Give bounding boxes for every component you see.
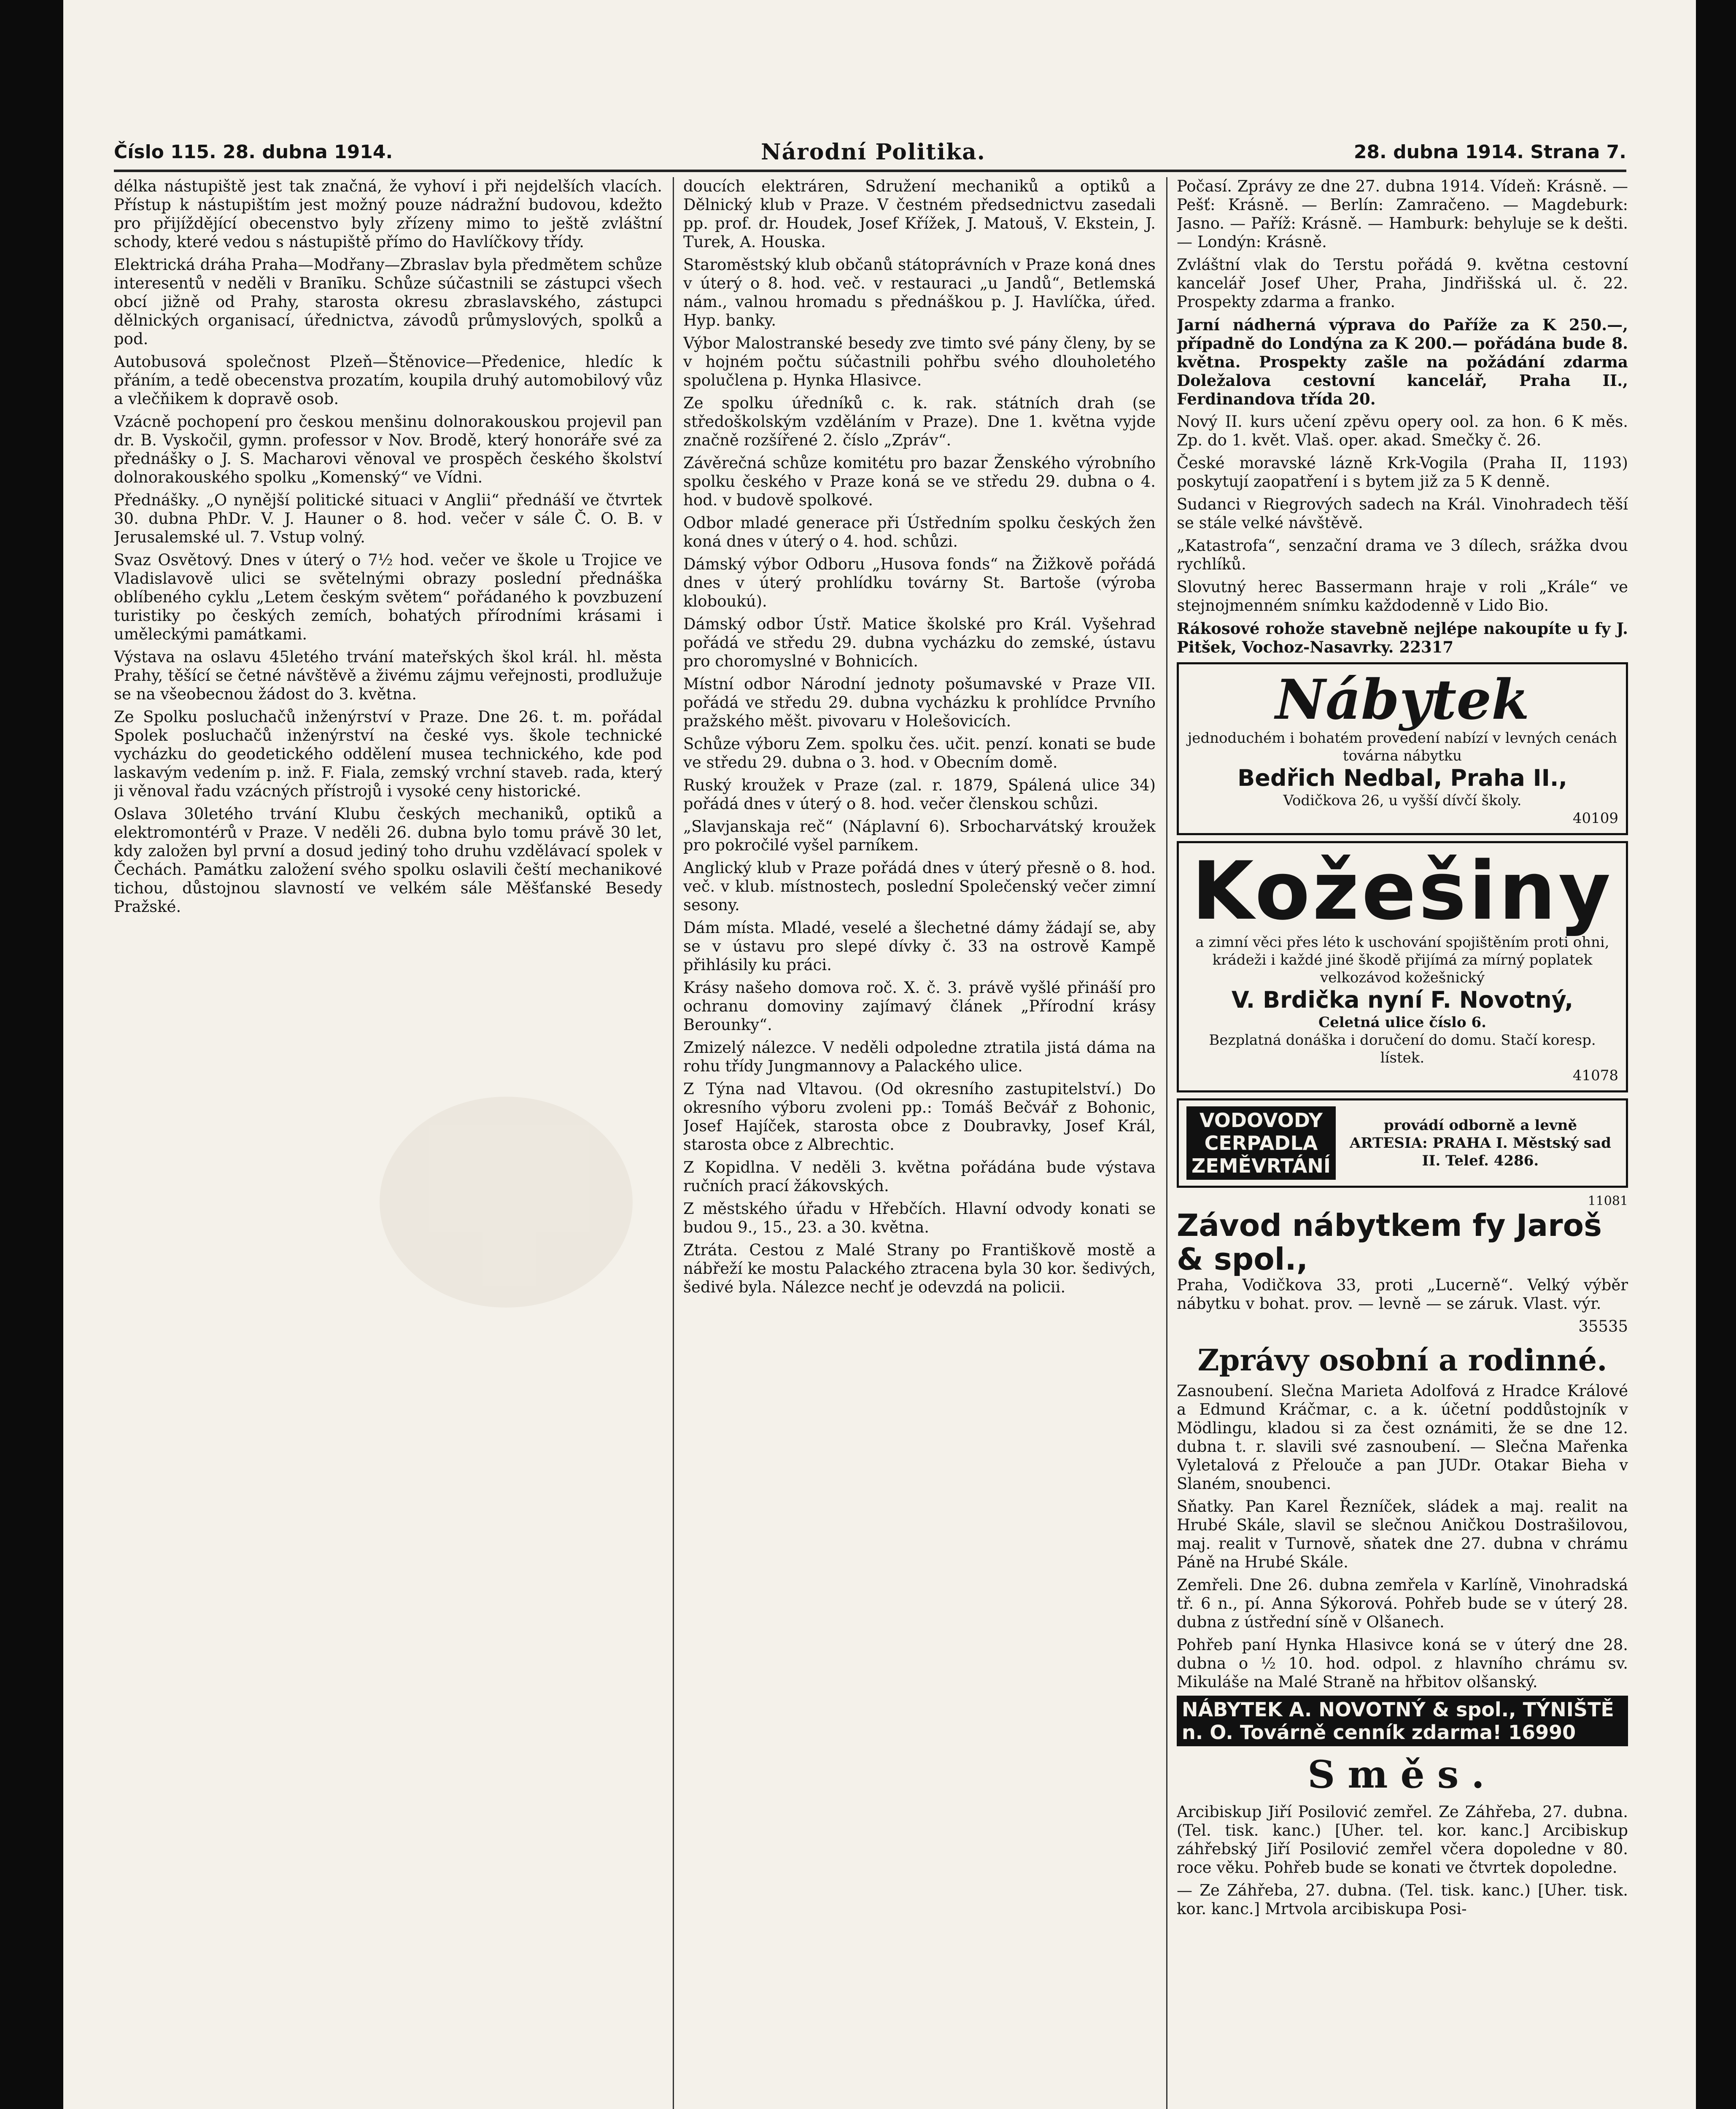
article: Dám místa. Mladé, veselé a šlechetné dámy žádají se, aby se v ústavu pro slepé dívky č. 33 na ostrově Kampě přihlásily ku práci.: [683, 919, 1156, 974]
column-2: [683, 177, 1156, 2109]
furniture-store-title: Závod nábytkem fy Jaroš & spol.,: [1177, 1208, 1602, 1277]
article: Místní odbor Národní jednoty pošumavské v Praze VII. pořádá ve středu 29. dubna vycházku k prohlídce Prvního pražského měšt. pivovaru v Holešovicích.: [683, 675, 1156, 730]
article: Elektrická dráha Praha—Modřany—Zbraslav byla předmětem schůze interesentů v neděli v Branīku. Schůze súčastnili se zástupci všech obcí jižně od Prahy, starosta okresu zbraslavského, zástupci dělnických organisací, úřednictva, závodů průmyslových, spolků a pod.: [114, 256, 662, 348]
water-works-ad-left: VODOVODY CERPADLA ZEMĚVRTÁNÍ: [1186, 1106, 1336, 1180]
weather-report: Počasí. Zprávy ze dne 27. dubna 1914. Vídeň: Krásně. — Pešť: Krásně. — Berlín: Zamračeno. — Magdeburk: Jasno. — Paříž: Krásně. — Hamburk: behyluje se k dešti. — Londýn: Krásně.: [1177, 177, 1628, 251]
column-divider: [1166, 177, 1167, 2109]
personal-news-item: Zemřeli. Dne 26. dubna zemřela v Karlíně, Vinohradská tř. 6 n., pí. Anna Sýkorová. Pohřeb bude se v úterý 28. dubna z ústřední síně v Olšanech.: [1177, 1576, 1628, 1631]
short-notice: Sudanci v Riegrových sadech na Král. Vinohradech těší se stále velké návštěvě.: [1177, 495, 1628, 532]
furniture-ad: [1177, 662, 1628, 835]
furniture-ad-text: jednoduchém i bohatém provedení nabízí v levných cenách továrna nábytku: [1187, 730, 1617, 764]
article: doucích elektráren, Sdružení mechaniků a optiků a Dělnický klub v Praze. V čestném předsednictvu zasedali pp. prof. dr. Houdek, Josef Křížek, J. Matouš, V. Ekstein, J. Turek, A. Houska.: [683, 177, 1156, 251]
article: Z Týna nad Vltavou. (Od okresního zastupitelství.) Do okresního výboru zvoleni pp.: Tomáš Bečvář z Bohonic, Josef Hajíček, starosta obce z Doubravky, Josef Král, starosta obce z Albrechtic.: [683, 1080, 1156, 1154]
article: Z městského úřadu v Hřebčích. Hlavní odvody konati se budou 9., 15., 23. a 30. května.: [683, 1200, 1156, 1236]
article: Ruský kroužek v Praze (zal. r. 1879, Spálená ulice 34) pořádá dnes v úterý o 8. hod. večer členskou schůzi.: [683, 776, 1156, 813]
column-1: [114, 177, 662, 2109]
water-works-ad: [1177, 1098, 1628, 1188]
article: Z Kopidlna. V neděli 3. května pořádána bude výstava ručních prací žákovských.: [683, 1158, 1156, 1195]
short-notice: Nový II. kurs učení zpěvu opery ool. za hon. 6 K měs. Zp. do 1. květ. Vlaš. oper. akad. Smečky č. 26.: [1177, 413, 1628, 449]
short-notice: České moravské lázně Krk-Vogila (Praha II, 1193) poskytují zaopatření i s bytem již za 5 K denně.: [1177, 454, 1628, 491]
furniture-store-text: Praha, Vodičkova 33, proti „Lucerně“. Velký výběr nábytku v bohat. prov. — levně — se záruk. Vlast. výr.: [1177, 1276, 1628, 1313]
column-divider: [673, 177, 674, 2109]
furs-ad-headline: Kožešiny: [1191, 844, 1613, 938]
article: Oslava 30letého trvání Klubu českých mechaniků, optiků a elektromontérů v Praze. V neděli 26. dubna bylo tomu právě 30 let, kdy založen byl první a dosud jediný toho druhu vzdělávací spolek v Čechách. Památku založení svého spolku oslavili čeští mechanikové tichou, důstojnou slavností ve velkém sále Měšťanské Besedy Pražské.: [114, 805, 662, 916]
furniture-ad-headline: Nábytek: [1275, 667, 1530, 732]
personal-news-item: Pohřeb paní Hynka Hlasivce koná se v úterý dne 28. dubna o ½ 10. hod. odpol. z hlavního chrámu sv. Mikuláše na Malé Straně na hřbitov olšanský.: [1177, 1636, 1628, 1691]
header-rule: [114, 170, 1626, 172]
rakos-ad: Rákosové rohože stavebně nejlépe nakoupíte u fy J. Pitšek, Vochoz-Nasavrky. 22317: [1177, 619, 1628, 656]
ad-number: 35535: [1578, 1317, 1628, 1335]
furniture-banner: NÁBYTEK A. NOVOTNÝ & spol., TÝNIŠTĚ n. O. Továrně cenník zdarma! 16990: [1177, 1696, 1628, 1746]
travel-notice: Zvláštní vlak do Terstu pořádá 9. května cestovní kancelář Josef Uher, Praha, Jindřišská ul. č. 22. Prospekty zdarma a franko.: [1177, 256, 1628, 311]
personal-news-item: Zasnoubení. Slečna Marieta Adolfová z Hradce Králové a Edmund Kráčmar, c. a k. účetní poddůstojník v Mödlingu, kladou si za čest oznámiti, že se dne 12. dubna t. r. slavili své zasnoubení. — Slečna Mařenka Vyletalová z Přelouče a pan JUDr. Otakar Bieha v Slaném, snoubenci.: [1177, 1382, 1628, 1493]
article: „Slavjanskaja reč“ (Náplavní 6). Srbocharvátský kroužek pro pokročilé vyšel parníkem.: [683, 817, 1156, 854]
article: Autobusová společnost Plzeň—Štěnovice—Předenice, hledíc k přáním, a tedě obecenstva prozatím, koupila druhý automobilový vůz a vlečňikem k dopravě osob.: [114, 353, 662, 408]
furs-ad-text: a zimní věci přes léto k uschování spojištěním proti ohni, krádeži i každé jiné škodě přijímá za mírný poplatek velkozávod kožešnický: [1195, 934, 1609, 986]
water-works-ad-right: provádí odborně a levně ARTESIA: PRAHA I. Městský sad II. Telef. 4286.: [1350, 1117, 1611, 1169]
article: Závěrečná schůze komitétu pro bazar Ženského výrobního spolku českého v Praze koná se ve středu 29. dubna o 4. hod. v budově spolkové.: [683, 454, 1156, 509]
miscellany-title: Směs.: [1307, 1752, 1497, 1797]
furs-ad-address: Celetná ulice číslo 6.: [1318, 1014, 1486, 1031]
furs-ad-footer: Bezplatná donáška i doručení do domu. Stačí koresp. lístek.: [1209, 1032, 1596, 1066]
article: Ztráta. Cestou z Malé Strany po Františkově mostě a nábřeží ke mostu Palackého ztracena byla 30 kor. šedivých, šedivé byla. Nálezce nechť je odevzdá na policii.: [683, 1241, 1156, 1296]
article: Krásy našeho domova roč. X. č. 3. právě vyšlé přináší pro ochranu domoviny zajímavý článek „Přírodní krásy Berounky“.: [683, 979, 1156, 1034]
article: Dámský odbor Ústř. Matice školské pro Král. Vyšehrad pořádá ve středu 29. dubna vycházku do zemské, ústavu pro choromyslné v Bohnicích.: [683, 615, 1156, 670]
furniture-ad-address: Vodičkova 26, u vyšší dívčí školy.: [1283, 792, 1522, 809]
article: Přednášky. „O nynější politické situaci v Anglii“ přednáší ve čtvrtek 30. dubna PhDr. V. J. Hauner o 8. hod. večer v sále Č. O. B. v Jerusalemské ul. 7. Vstup volný.: [114, 491, 662, 546]
personal-news-title: Zprávy osobní a rodinné.: [1197, 1343, 1607, 1378]
newspaper-title: Národní Politika.: [761, 139, 986, 165]
article: Ze Spolku posluchačů inženýrství v Praze. Dne 26. t. m. pořádal Spolek posluchačů inženýrství na české vys. škole technické vycházku do geodetického oddělení musea technického, kde pod laskavým vedením p. inž. F. Fiala, zemský vrchní staveb. rada, který ji věnoval řadu vzácných přístrojů i vysoké ceny historické.: [114, 708, 662, 800]
article: Odbor mladé generace při Ústředním spolku českých žen koná dnes v úterý o 4. hod. schůzi.: [683, 514, 1156, 550]
column-3: [1177, 177, 1628, 2109]
article: délka nástupiště jest tak značná, že vyhoví i při nejdelších vlacích. Přístup k nástupištím jest možný pouze nádražní budovou, kdežto pro přijíždějící obecenstvo byly zřízeny mimo to ještě zvláštní schody, které vedou s nástupiště přímo do Havlíčkovy třídy.: [114, 177, 662, 251]
article: Vzácně pochopení pro českou menšinu dolnorakouskou projevil pan dr. B. Vyskočil, gymn. professor v Nov. Brodě, který honoráře své za přednášky o J. S. Macharovi věnoval ve prospěch českého školství dolnorakouského spolku „Komenský“ ve Vídni.: [114, 413, 662, 486]
short-notice: „Katastrofa“, senzační drama ve 3 dílech, srážka dvou rychlíků.: [1177, 537, 1628, 573]
page-header: [114, 135, 1626, 169]
short-notice: Slovutný herec Bassermann hraje v roli „Krále“ ve stejnojmenném snímku každodenně v Lido Bio.: [1177, 578, 1628, 615]
ad-number: 40109: [1572, 810, 1618, 827]
article: Staroměstský klub občanů státoprávních v Praze koná dnes v úterý o 8. hod. več. v restauraci „u Jandů“, Betlemská nám., valnou hromadu s přednáškou p. J. Havlíčka, úřed. Hyp. banky.: [683, 256, 1156, 329]
article: Anglický klub v Praze pořádá dnes v úterý přesně o 8. hod. več. v klub. místnostech, poslední Společenský večer zimní sesony.: [683, 859, 1156, 914]
furs-ad: [1177, 841, 1628, 1092]
scan-border-right: [1696, 0, 1736, 2109]
article: Schůze výboru Zem. spolku čes. učit. penzí. konati se bude ve středu 29. dubna o 3. hod. v Obecním domě.: [683, 735, 1156, 771]
issue-number: Číslo 115. 28. dubna 1914.: [114, 141, 393, 163]
article: Výstava na oslavu 45letého trvání mateřských škol král. hl. města Prahy, těšící se četné návštěvě a živému zájmu veřejnosti, prodlužuje se na všeobecnou žádost do 3. května.: [114, 648, 662, 703]
article: Svaz Osvětový. Dnes v úterý o 7½ hod. večer ve škole u Trojice ve Vladislavově ulici se světelnými obrazy poslední přednáška oblíbeného cyklu „Letem českým světem“ pořádaného k povzbuzení turistiky po českých zemích, bohatých přírodními krásami i uměleckými památkami.: [114, 551, 662, 643]
miscellany-item: Arcibiskup Jiří Posilović zemřel. Ze Záhřeba, 27. dubna. (Tel. tisk. kanc.) [Uher. tel. kor. kanc.] Arcibiskup záhřebský Jiří Posilović zemřel včera dopoledne v 80. roce věku. Pohřeb bude se konati ve čtvrtek dopoledne.: [1177, 1803, 1628, 1877]
page-date: 28. dubna 1914. Strana 7.: [1353, 141, 1626, 163]
furniture-ad-firm: Bedřich Nedbal, Praha II.,: [1237, 765, 1567, 791]
miscellany-item: — Ze Záhřeba, 27. dubna. (Tel. tisk. kanc.) [Uher. tisk. kor. kanc.] Mrtvola arcibiskupa Posi-: [1177, 1881, 1628, 1918]
ad-number: 41078: [1572, 1067, 1618, 1084]
scan-border-left: [0, 0, 63, 2109]
furs-ad-firm: V. Brdička nyní F. Novotný,: [1231, 987, 1574, 1013]
article: Výbor Malostranské besedy zve timto své pány členy, by se v hojném počtu súčastnili pohřbu svého dlouholetého spolučlena p. Hynka Hlasivce.: [683, 334, 1156, 389]
ad-number: 11081: [1588, 1194, 1628, 1208]
travel-ad: Jarní nádherná výprava do Paříže za K 250.—, případně do Londýna za K 200.— pořádána bude 8. května. Prospekty zašle na požádání zdarma Doležalova cestovní kancelář, Praha II., Ferdinandova třída 20.: [1177, 316, 1628, 408]
article: Ze spolku úředníků c. k. rak. státních drah (se středoškolským vzděláním v Praze). Dne 1. května vyjde značně rozšířené 2. číslo „Zpráv“.: [683, 394, 1156, 449]
article: Dámský výbor Odboru „Husova fonds“ na Žižkově pořádá dnes v úterý prohlídku továrny St. Bartoše (výroba kloboukú).: [683, 555, 1156, 610]
personal-news-item: Sňatky. Pan Karel Řezníček, sládek a maj. realit na Hrubé Skále, slavil se slečnou Aničkou Dostrašilovou, maj. realit v Turnově, sňatek dne 27. dubna v chrámu Páně na Hrubé Skále.: [1177, 1497, 1628, 1571]
article: Zmizelý nálezce. V neděli odpoledne ztratila jistá dáma na rohu třídy Jungmannovy a Palackého ulice.: [683, 1038, 1156, 1075]
